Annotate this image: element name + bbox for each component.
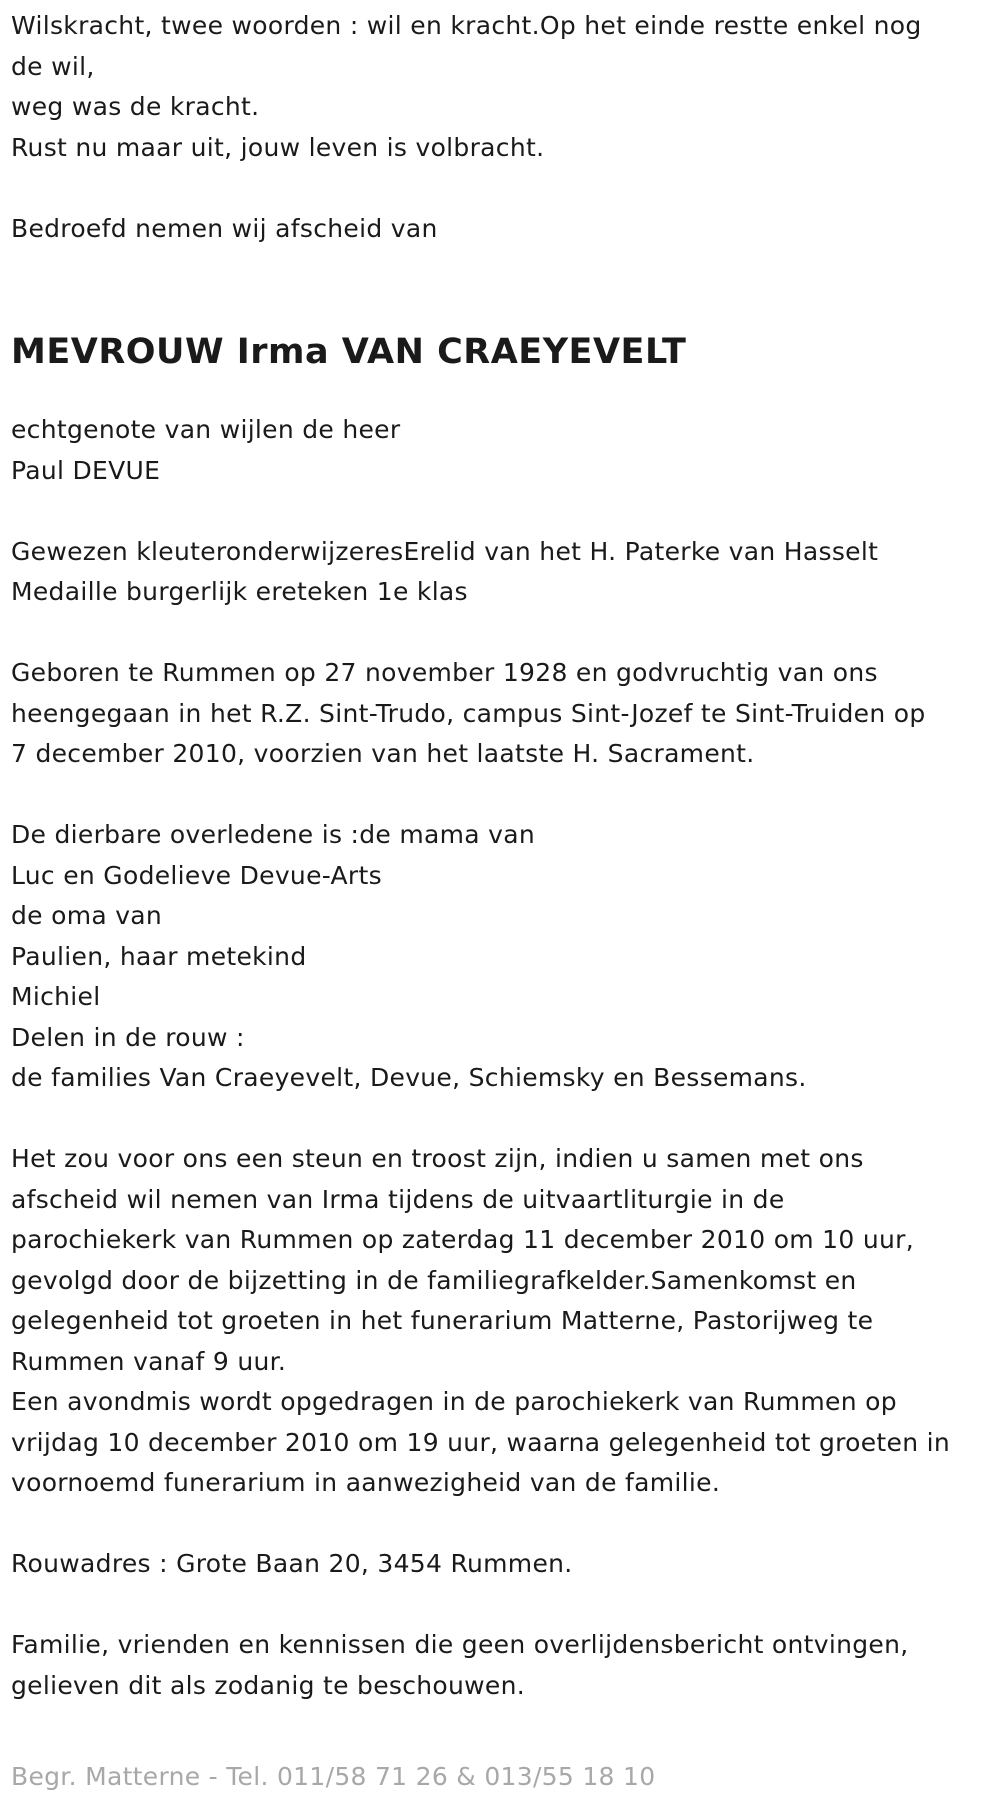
service-line: gevolgd door de bijzetting in de familiegrafkelder.Samenkomst en xyxy=(11,1265,857,1295)
spouse-section xyxy=(11,410,991,491)
birth-death-line: Geboren te Rummen op 27 november 1928 en godvruchtig van ons xyxy=(11,658,878,687)
titles-section xyxy=(11,532,991,613)
service-line: afscheid wil nemen van Irma tijdens de uitvaartliturgie in de xyxy=(11,1184,785,1214)
service-line: vrijdag 10 december 2010 om 19 uur, waarna gelegenheid tot groeten in xyxy=(11,1427,950,1457)
obituary-notice xyxy=(11,6,991,1706)
spacer xyxy=(11,775,991,816)
funeral-home-footer: Begr. Matterne - Tel. 011/58 71 26 & 013/55 18 10 xyxy=(11,1762,656,1791)
family-line: Luc en Godelieve Devue-Arts xyxy=(11,860,382,890)
notice-line: Familie, vrienden en kennissen die geen overlijdensbericht ontvingen, xyxy=(11,1630,909,1659)
notice-line: gelieven dit als zodanig te beschouwen. xyxy=(11,1670,525,1700)
service-line: Een avondmis wordt opgedragen in de parochiekerk van Rummen op xyxy=(11,1387,897,1416)
intro-text: Bedroefd nemen wij afscheid van xyxy=(11,213,438,243)
service-line: voornoemd funerarium in aanwezigheid van de familie. xyxy=(11,1468,721,1497)
family-section xyxy=(11,815,991,1099)
birth-death-line: heengegaan in het R.Z. Sint-Trudo, campus Sint-Jozef te Sint-Truiden op xyxy=(11,698,926,728)
birth-death-section xyxy=(11,653,991,775)
spacer xyxy=(11,613,991,654)
poem-line: weg was de kracht. xyxy=(11,92,260,121)
poem-line: Wilskracht, twee woorden : wil en kracht.Op het einde restte enkel nog xyxy=(11,11,922,40)
mourning-address: Rouwadres : Grote Baan 20, 3454 Rummen. xyxy=(11,1549,573,1578)
family-line: Delen in de rouw : xyxy=(11,1022,245,1052)
family-line: de oma van xyxy=(11,901,163,930)
spouse-line: echtgenote van wijlen de heer xyxy=(11,415,401,444)
spacer xyxy=(11,1099,991,1140)
spacer xyxy=(11,1504,991,1545)
poem xyxy=(11,6,991,168)
poem-line: Rust nu maar uit, jouw leven is volbracht. xyxy=(11,132,545,162)
service-line: gelegenheid tot groeten in het funerarium Matterne, Pastorijweg te xyxy=(11,1306,874,1335)
family-line: De dierbare overledene is :de mama van xyxy=(11,820,535,849)
birth-death-line: 7 december 2010, voorzien van het laatste H. Sacrament. xyxy=(11,739,755,768)
spacer xyxy=(11,491,991,532)
family-line: Paulien, haar metekind xyxy=(11,941,307,971)
spouse-line: Paul DEVUE xyxy=(11,455,161,485)
service-line: Rummen vanaf 9 uur. xyxy=(11,1346,287,1376)
spacer xyxy=(11,168,991,209)
service-line: Het zou voor ons een steun en troost zijn, indien u samen met ons xyxy=(11,1144,864,1173)
service-section xyxy=(11,1139,991,1504)
spacer xyxy=(11,1585,991,1626)
deceased-name: MEVROUW Irma VAN CRAEYEVELT xyxy=(11,332,687,372)
poem-line: de wil, xyxy=(11,51,95,81)
notice-section xyxy=(11,1625,991,1706)
family-line: de families Van Craeyevelt, Devue, Schiemsky en Bessemans. xyxy=(11,1063,807,1092)
title-line: Medaille burgerlijk ereteken 1e klas xyxy=(11,577,468,606)
title-line: Gewezen kleuteronderwijzeresErelid van het H. Paterke van Hasselt xyxy=(11,536,879,566)
service-line: parochiekerk van Rummen op zaterdag 11 december 2010 om 10 uur, xyxy=(11,1225,914,1254)
family-line: Michiel xyxy=(11,982,101,1011)
